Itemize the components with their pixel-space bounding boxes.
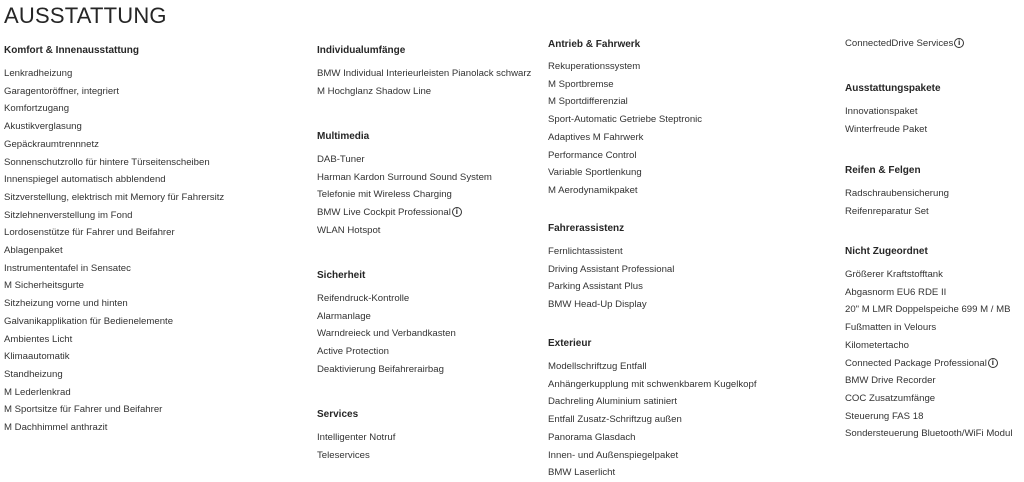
item-list — [4, 65, 224, 437]
section-heading: Services — [317, 409, 359, 420]
list-item: Abgasnorm EU6 RDE II — [845, 286, 947, 298]
list-item: Akustikverglasung — [4, 121, 82, 133]
info-circle-icon[interactable]: i — [452, 207, 462, 217]
list-item-label: ConnectedDrive Services — [845, 38, 954, 49]
list-item: Innen- und Außenspiegelpaket — [548, 449, 679, 461]
list-item: Galvanikapplikation für Bedienelemente — [4, 315, 174, 327]
list-item: Driving Assistant Professional — [548, 263, 675, 275]
item-list — [548, 358, 757, 482]
list-item: Dachreling Aluminium satiniert — [548, 396, 678, 408]
list-item: Entfall Zusatz-Schriftzug außen — [548, 414, 682, 426]
list-item: Gepäckraumtrennnetz — [4, 138, 99, 150]
list-item: M Sportsitze für Fahrer und Beifahrer — [4, 404, 163, 416]
section-heading: Exterieur — [548, 338, 592, 349]
section-heading: Nicht Zugeordnet — [845, 246, 928, 257]
list-item: BMW Individual Interieurleisten Pianolack schwarz — [317, 68, 532, 79]
list-item: Sondersteuerung Bluetooth/WiFi Modul — [845, 428, 1013, 440]
section-pakete — [845, 83, 941, 138]
list-item: Harman Kardon Surround Sound System — [317, 171, 492, 183]
info-circle-icon[interactable]: i — [954, 38, 964, 48]
item-list — [845, 103, 941, 138]
list-item: Telefonie mit Wireless Charging — [317, 189, 452, 201]
list-item: BMW Head-Up Display — [548, 299, 647, 311]
list-item: WLAN Hotspot — [317, 224, 381, 236]
list-item: Sitzverstellung, elektrisch mit Memory für Fahrersitz — [4, 191, 225, 203]
list-item: Alarmanlage — [317, 310, 371, 322]
section-services — [317, 409, 395, 464]
section-antrieb — [548, 39, 702, 200]
section-reifen — [845, 165, 949, 220]
list-item: Steuerung FAS 18 — [845, 410, 924, 422]
list-item: Deaktivierung Beifahrerairbag — [317, 363, 444, 375]
list-item: BMW Drive Recorder — [845, 375, 936, 387]
list-item: Ablagenpaket — [4, 245, 63, 257]
section-multimedia — [317, 131, 492, 240]
list-item: Performance Control — [548, 149, 637, 161]
section-exterieur — [548, 338, 757, 482]
list-item: Parking Assistant Plus — [548, 281, 643, 293]
list-item: M Hochglanz Shadow Line — [317, 85, 432, 97]
list-item: 20" M LMR Doppelspeiche 699 M / MB — [845, 304, 1011, 316]
list-item: Modellschriftzug Entfall — [548, 361, 647, 372]
list-item: Fernlichtassistent — [548, 246, 623, 257]
info-circle-icon[interactable]: i — [988, 358, 998, 368]
list-item: Standheizung — [4, 368, 63, 380]
list-item — [317, 204, 492, 222]
list-item: Sport-Automatic Getriebe Steptronic — [548, 114, 703, 126]
page-title: AUSSTATTUNG — [4, 3, 167, 28]
list-item: Klimaautomatik — [4, 351, 70, 363]
list-item: Lenkradheizung — [4, 68, 73, 79]
item-list — [317, 290, 456, 379]
list-item: Kilometertacho — [845, 339, 909, 351]
list-item: M Sportdifferenzial — [548, 96, 628, 108]
list-item: M Aerodynamikpaket — [548, 184, 638, 196]
item-list — [548, 58, 702, 200]
list-item: Reifenreparatur Set — [845, 205, 929, 217]
list-item: Radschraubensicherung — [845, 188, 949, 199]
list-item: Instrumententafel in Sensatec — [4, 262, 131, 274]
item-list — [317, 151, 492, 240]
section-fahrerassistenz — [548, 223, 674, 314]
list-item: Lordosenstütze für Fahrer und Beifahrer — [4, 227, 175, 239]
item-list — [548, 243, 674, 314]
list-item: M Dachhimmel anthrazit — [4, 422, 108, 434]
item-list — [317, 429, 395, 464]
list-item: Reifendruck-Kontrolle — [317, 293, 410, 304]
section-nicht-zugeordnet — [845, 246, 1012, 443]
section-heading: Reifen & Felgen — [845, 165, 921, 176]
list-item: Warndreieck und Verbandkasten — [317, 328, 456, 340]
list-item: Panorama Glasdach — [548, 431, 636, 443]
list-item: Anhängerkupplung mit schwenkbarem Kugelkopf — [548, 378, 757, 390]
list-item: BMW Laserlicht — [548, 467, 616, 479]
list-item: M Lederlenkrad — [4, 386, 71, 398]
list-item: Intelligenter Notruf — [317, 432, 396, 443]
list-item: Variable Sportlenkung — [548, 167, 642, 179]
list-item: Adaptives M Fahrwerk — [548, 131, 644, 143]
list-item: Rekuperationssystem — [548, 61, 641, 72]
item-list — [317, 65, 531, 100]
list-item — [845, 35, 964, 53]
list-item: M Sicherheitsgurte — [4, 280, 84, 292]
section-heading: Sicherheit — [317, 270, 366, 281]
section-sicherheit — [317, 270, 456, 379]
item-list — [845, 266, 1012, 443]
list-item: Ambientes Licht — [4, 333, 73, 345]
list-item: Größerer Kraftstofftank — [845, 269, 943, 280]
list-item: M Sportbremse — [548, 78, 614, 90]
section-heading: Antrieb & Fahrwerk — [548, 39, 641, 50]
section-heading: Komfort & Innenausstattung — [4, 45, 139, 56]
section-heading: Individualumfänge — [317, 45, 406, 56]
list-item: Sonnenschutzrollo für hintere Türseitenscheiben — [4, 156, 210, 168]
list-item: Sitzlehnenverstellung im Fond — [4, 209, 133, 221]
list-item: Innovationspaket — [845, 106, 918, 117]
section-komfort — [4, 45, 224, 437]
item-list — [845, 35, 964, 53]
section-connected — [845, 35, 964, 53]
section-heading: Multimedia — [317, 131, 370, 142]
list-item: Sitzheizung vorne und hinten — [4, 298, 128, 310]
list-item: Fußmatten in Velours — [845, 322, 937, 334]
section-heading: Ausstattungspakete — [845, 83, 941, 94]
list-item — [845, 355, 1012, 373]
list-item: Teleservices — [317, 449, 370, 461]
item-list — [845, 185, 949, 220]
list-item: Active Protection — [317, 346, 389, 358]
section-heading: Fahrerassistenz — [548, 223, 625, 234]
list-item: DAB-Tuner — [317, 154, 365, 165]
list-item: Winterfreude Paket — [845, 123, 928, 135]
list-item: Innenspiegel automatisch abblendend — [4, 174, 166, 186]
list-item-label: Connected Package Professional — [845, 357, 987, 369]
list-item: Komfortzugang — [4, 103, 70, 115]
list-item: Garagentoröffner, integriert — [4, 85, 120, 97]
list-item-label: BMW Live Cockpit Professional — [317, 207, 451, 219]
list-item: COC Zusatzumfänge — [845, 392, 936, 404]
section-individual — [317, 45, 531, 100]
